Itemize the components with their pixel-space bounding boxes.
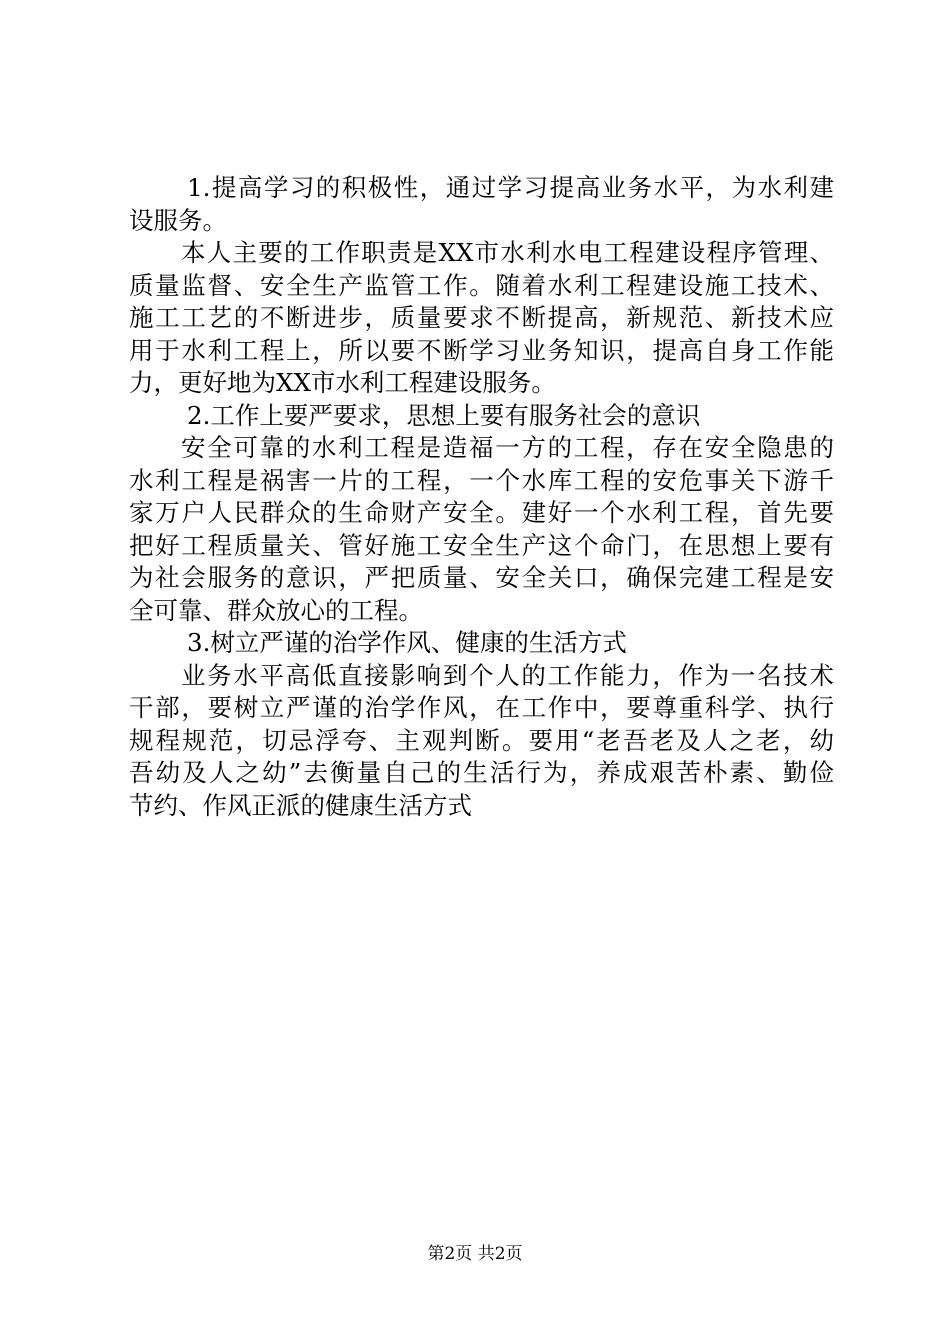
text-line: 把好工程质量关、管好施工安全生产这个命门，在思想上要有 xyxy=(129,530,834,560)
numbered-heading-2: 2.工作上要严要求，思想上要有服务社会的意识 xyxy=(187,400,701,430)
paragraph-first-line: 本人主要的工作职责是XX市水利水电工程建设程序管理、 xyxy=(181,238,834,267)
text-line: 力，更好地为XX市水利工程建设服务。 xyxy=(129,368,556,397)
numbered-heading-1: 1.提高学习的积极性，通过学习提高业务水平，为水利建 xyxy=(187,173,834,202)
text-line: 施工工艺的不断进步，质量要求不断提高，新规范、新技术应 xyxy=(129,303,834,332)
text-line: 为社会服务的意识，严把质量、安全关口，确保完建工程是安 xyxy=(129,563,834,592)
text-line: 吾幼及人之幼”去衡量自己的生活行为，养成艰苦朴素、勤俭 xyxy=(129,758,834,787)
text-line: 规程规范，切忌浮夸、主观判断。要用“老吾老及人之老，幼 xyxy=(129,725,834,755)
text-line: 干部，要树立严谨的治学作风，在工作中，要尊重科学、执行 xyxy=(129,693,834,722)
paragraph-first-line: 安全可靠的水利工程是造福一方的工程，存在安全隐患的 xyxy=(181,433,834,462)
text-line: 质量监督、安全生产监管工作。随着水利工程建设施工技术、 xyxy=(129,270,834,300)
text-line: 全可靠、群众放心的工程。 xyxy=(129,595,423,625)
text-line: 设服务。 xyxy=(129,205,227,235)
text-line: 节约、作风正派的健康生活方式 xyxy=(129,790,472,820)
paragraph-first-line: 业务水平高低直接影响到个人的工作能力，作为一名技术 xyxy=(181,660,834,690)
text-line: 家万户人民群众的生命财产安全。建好一个水利工程，首先要 xyxy=(129,498,834,527)
text-line: 用于水利工程上，所以要不断学习业务知识，提高自身工作能 xyxy=(129,335,834,365)
document-body xyxy=(129,172,834,822)
numbered-heading-3: 3.树立严谨的治学作风、健康的生活方式 xyxy=(187,628,627,657)
page-number-footer: 第2页 共2页 xyxy=(427,1244,523,1264)
text-line: 水利工程是祸害一片的工程，一个水库工程的安危事关下游千 xyxy=(129,465,834,495)
